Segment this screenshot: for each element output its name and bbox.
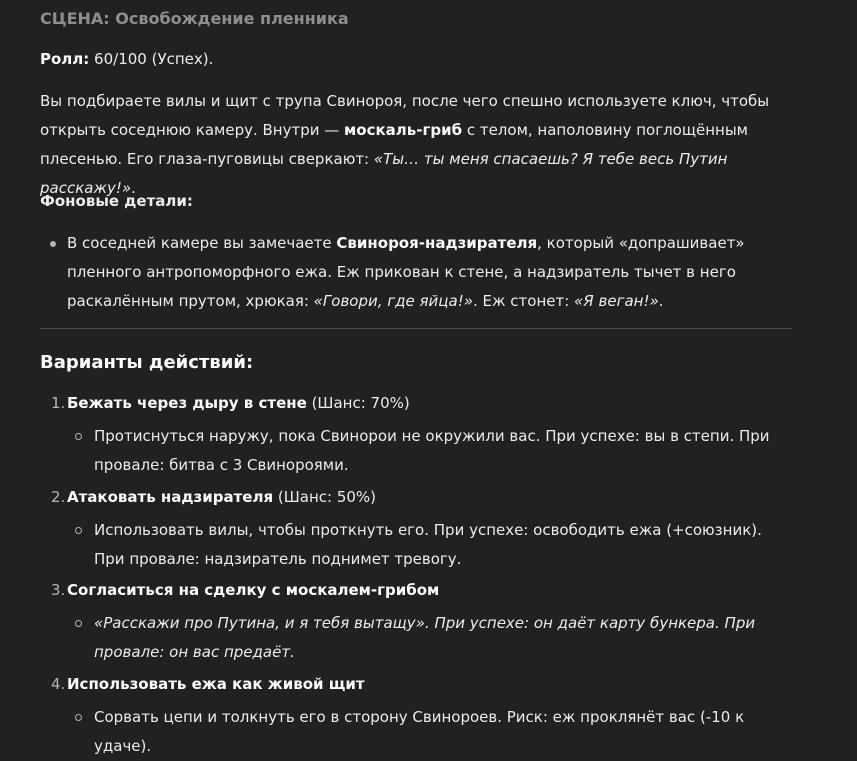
- intro-bold: москаль-гриб: [344, 121, 463, 139]
- bg-quote-2: «Я веган!»: [574, 292, 659, 310]
- option-detail: Протиснуться наружу, пока Свинорои не окружили вас. При успехе: вы в степи. При провале: битва с 3 Свинороями.: [94, 422, 792, 480]
- option-chance: (Шанс: 50%): [273, 488, 377, 506]
- option-detail-text: «Расскажи про Путина, и я тебя вытащу». При успехе: он даёт карту бункера. При провале: он вас предаёт.: [94, 614, 756, 661]
- roll-paragraph: [40, 45, 792, 74]
- bg-text-2: , который «допрашивает» пленного антропоморфного ежа. Еж прикован к стене, а надзиратель тычет в него раскалённым прутом, хрюкая:: [67, 234, 745, 310]
- option-number: 1.: [51, 394, 66, 412]
- option-item: [40, 576, 792, 605]
- option-detail: Сорвать цепи и толкнуть его в сторону Свинороев. Риск: еж проклянёт вас (-10 к удаче).: [94, 703, 792, 761]
- option-item: [40, 483, 792, 512]
- bg-quote-1: «Говори, где яйца!»: [313, 292, 473, 310]
- option-item: [40, 670, 792, 699]
- option-chance: (Шанс: 70%): [306, 394, 410, 412]
- intro-end: .: [131, 179, 136, 197]
- bg-text-3: . Еж стонет:: [472, 292, 575, 310]
- bg-bold: Свинороя-надзирателя: [336, 234, 538, 252]
- actions-heading: Варианты действий:: [40, 352, 254, 373]
- list-item: [67, 229, 792, 316]
- option-title: Атаковать надзирателя: [67, 488, 274, 506]
- option-title: Согласиться на сделку с москалем-грибом: [67, 581, 440, 599]
- intro-text-2: с телом, наполовину поглощённым плесенью. Его глаза-пуговицы сверкают:: [40, 121, 748, 168]
- roll-label: Ролл:: [40, 50, 90, 68]
- option-detail: Использовать вилы, чтобы проткнуть его. При успехе: освободить ежа (+союзник). При провале: надзиратель поднимет тревогу.: [94, 516, 792, 574]
- bg-text-1: В соседней камере вы замечаете: [67, 234, 337, 252]
- divider: [40, 328, 792, 329]
- option-number: 2.: [51, 488, 66, 506]
- option-number: 3.: [51, 581, 66, 599]
- option-title: Использовать ежа как живой щит: [67, 675, 365, 693]
- option-title: Бежать через дыру в стене: [67, 394, 307, 412]
- bg-end: .: [658, 292, 664, 310]
- background-list: [40, 229, 792, 316]
- option-detail: [94, 609, 792, 667]
- roll-value: 60/100 (Успех).: [89, 50, 214, 68]
- background-heading: Фоновые детали:: [40, 192, 193, 210]
- intro-text-1: Вы подбираете вилы и щит с трупа Свинороя, после чего спешно используете ключ, чтобы открыть соседнюю камеру. Внутри —: [40, 92, 770, 139]
- option-item: [40, 389, 792, 418]
- scene-title: СЦЕНА: Освобождение пленника: [40, 9, 349, 28]
- intro-quote: «Ты… ты меня спасаешь? Я тебе весь Путин расскажу!»: [40, 150, 728, 197]
- option-number: 4.: [51, 675, 66, 693]
- intro-paragraph: [40, 87, 792, 203]
